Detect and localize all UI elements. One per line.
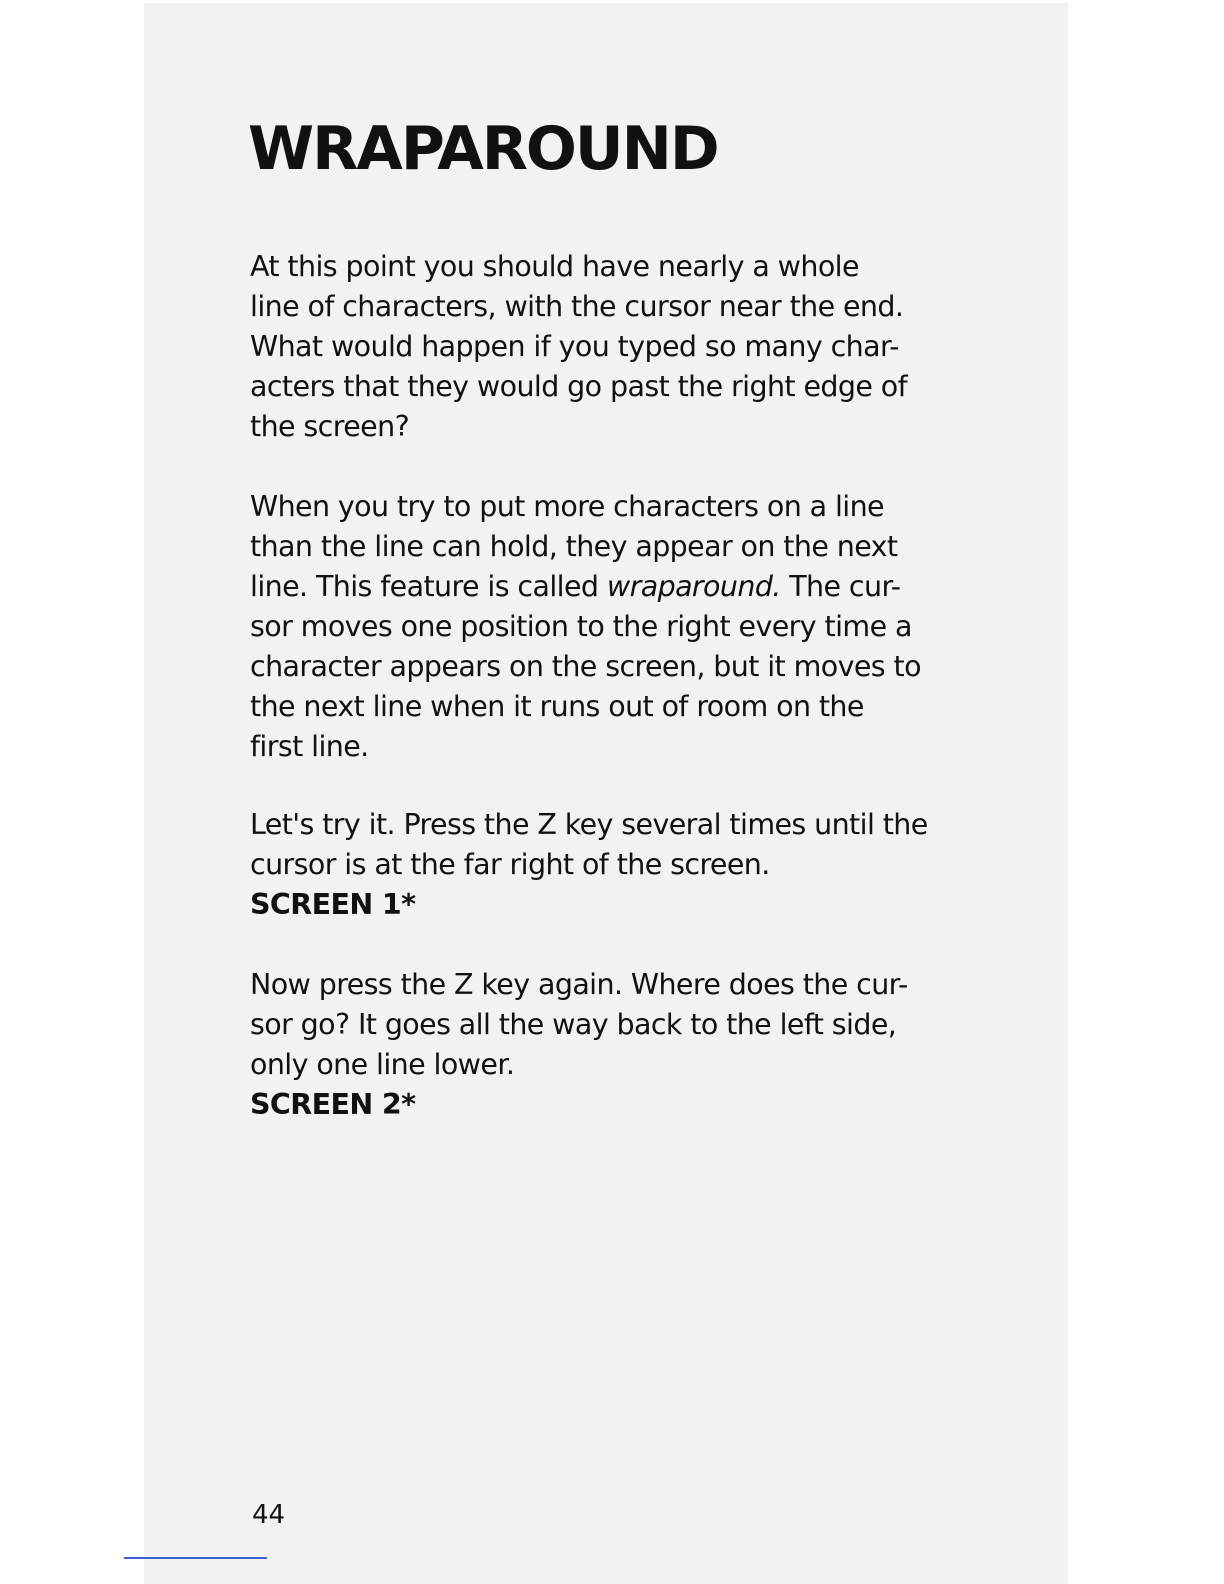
- text-line: Now press the Z key again. Where does the cur-: [250, 968, 908, 1001]
- page-title: WRAPAROUND: [248, 114, 718, 184]
- text-line: character appears on the screen, but it moves to: [250, 650, 921, 683]
- text-line: the next line when it runs out of room on the: [250, 690, 864, 723]
- text-line: only one line lower.: [250, 1048, 515, 1081]
- text-line: line of characters, with the cursor near the end.: [250, 290, 904, 323]
- bottom-rule: [124, 1557, 267, 1559]
- text-line: sor moves one position to the right every time a: [250, 610, 912, 643]
- document-page: [144, 3, 1068, 1584]
- text-segment: The cur-: [780, 570, 901, 603]
- page-number: 44: [252, 1500, 286, 1530]
- text-line: What would happen if you typed so many char-: [250, 330, 899, 363]
- text-segment: line. This feature is called: [250, 570, 607, 603]
- term-wraparound: wraparound.: [606, 570, 781, 603]
- text-line: cursor is at the far right of the screen.: [250, 848, 770, 881]
- text-line: sor go? It goes all the way back to the left side,: [250, 1008, 897, 1041]
- paragraph-press-again: [250, 965, 908, 1125]
- paragraph-wraparound-definition: [250, 487, 921, 767]
- text-line: When you try to put more characters on a line: [250, 490, 884, 523]
- text-line: At this point you should have nearly a whole: [250, 250, 859, 283]
- screen-2-label: SCREEN 2*: [250, 1088, 416, 1121]
- text-line: acters that they would go past the right edge of: [250, 370, 908, 403]
- text-line: [250, 567, 921, 607]
- text-line: than the line can hold, they appear on the next: [250, 530, 898, 563]
- text-line: first line.: [250, 730, 369, 763]
- paragraph-intro: [250, 247, 907, 447]
- paragraph-try-it: [250, 805, 928, 925]
- text-line: Let's try it. Press the Z key several times until the: [250, 808, 928, 841]
- text-line: the screen?: [250, 410, 410, 443]
- screen-1-label: SCREEN 1*: [250, 888, 416, 921]
